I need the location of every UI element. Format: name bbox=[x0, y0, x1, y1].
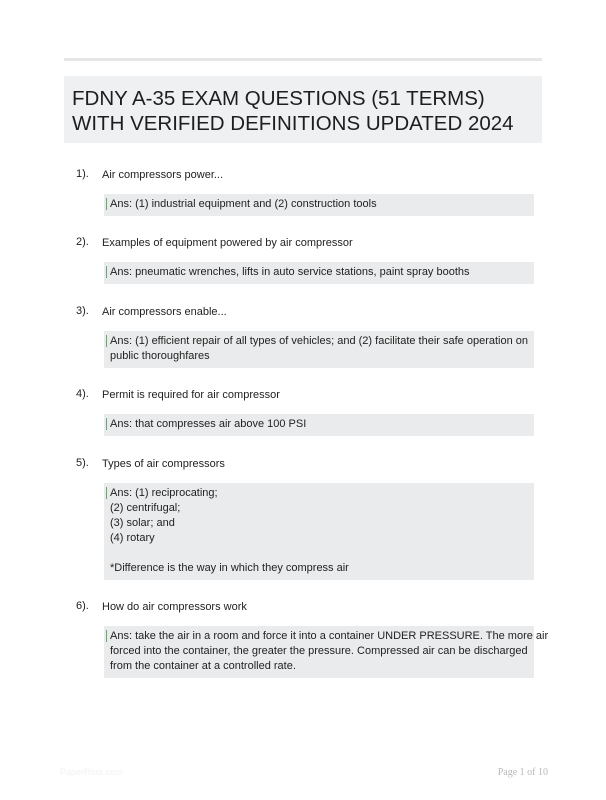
question-number: 3). bbox=[76, 305, 89, 317]
question-text: Examples of equipment powered by air compressor bbox=[102, 237, 353, 249]
answer-line: (3) solar; and bbox=[110, 517, 175, 529]
answer-line: public thoroughfares bbox=[110, 350, 210, 362]
question-number: 5). bbox=[76, 457, 89, 469]
answer-marker bbox=[106, 335, 107, 347]
header-divider bbox=[64, 58, 542, 61]
answer-line: Ans: that compresses air above 100 PSI bbox=[110, 418, 307, 430]
answer-line: from the container at a controlled rate. bbox=[110, 660, 296, 672]
answer-line: (4) rotary bbox=[110, 532, 155, 544]
answer-box bbox=[104, 483, 534, 580]
answer-marker bbox=[106, 418, 107, 430]
question-item bbox=[76, 456, 536, 580]
answer-marker bbox=[106, 487, 107, 499]
title-banner bbox=[64, 76, 542, 143]
question-item bbox=[76, 387, 536, 436]
question-item bbox=[76, 599, 549, 678]
question-item bbox=[76, 235, 536, 284]
document-title: FDNY A-35 EXAM QUESTIONS (51 TERMS) WITH VERIFIED DEFINITIONS UPDATED 2024 bbox=[72, 87, 514, 135]
answer-box bbox=[104, 262, 534, 284]
answer-box bbox=[104, 626, 549, 678]
answer-line: (2) centrifugal; bbox=[110, 502, 181, 514]
answer-box bbox=[104, 414, 534, 436]
question-item bbox=[76, 167, 536, 216]
answer-marker bbox=[106, 198, 107, 210]
answer-marker bbox=[106, 630, 107, 642]
question-text: Types of air compressors bbox=[102, 458, 225, 470]
question-number: 2). bbox=[76, 236, 89, 248]
question-text: Air compressors enable... bbox=[102, 306, 227, 318]
question-item bbox=[76, 304, 536, 368]
question-number: 6). bbox=[76, 600, 89, 612]
question-text: Permit is required for air compressor bbox=[102, 389, 280, 401]
answer-line: Ans: take the air in a room and force it into a container UNDER PRESSURE. The more air bbox=[110, 630, 549, 642]
answer-line: forced into the container, the greater the pressure. Compressed air can be discharged bbox=[110, 645, 528, 657]
answer-line: Ans: pneumatic wrenches, lifts in auto service stations, paint spray booths bbox=[110, 266, 470, 278]
watermark-text: PaperRoot.com bbox=[60, 767, 123, 777]
answer-box bbox=[104, 194, 534, 216]
answer-blank-line bbox=[110, 546, 528, 561]
question-number: 4). bbox=[76, 388, 89, 400]
answer-line: *Difference is the way in which they compress air bbox=[110, 562, 349, 574]
question-text: Air compressors power... bbox=[102, 169, 224, 181]
question-text: How do air compressors work bbox=[102, 601, 247, 613]
question-number: 1). bbox=[76, 168, 89, 180]
answer-line: Ans: (1) industrial equipment and (2) construction tools bbox=[110, 198, 377, 210]
page-number: Page 1 of 10 bbox=[497, 767, 548, 778]
answer-line: Ans: (1) reciprocating; bbox=[110, 487, 218, 499]
answer-box bbox=[104, 331, 534, 368]
answer-line: Ans: (1) efficient repair of all types of vehicles; and (2) facilitate their safe operation on bbox=[110, 335, 529, 347]
answer-marker bbox=[106, 266, 107, 278]
